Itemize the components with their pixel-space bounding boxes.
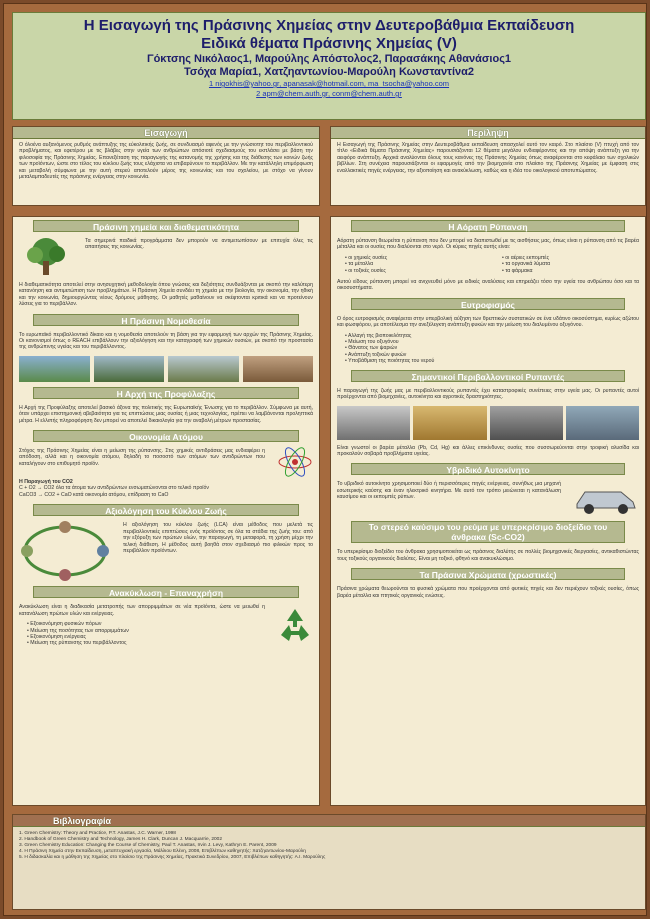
summary-panel [330, 126, 646, 206]
section-eutrophication-text: Ο όρος ευτροφισμός αναφέρεται στην υπερβολική αύξηση των θρεπτικών συστατικών σε ένα υδάτινο οικοσύστημα, κυρίως αζώτου και φωσφόρου, με αποτέλεσμα την ανεξέλεγκτη ανάπτυξη φυκών και την μείωση του διαλυμένου οξυγόνου. [337, 315, 639, 329]
authors-line-1: Γόκτσης Νικόλαος1, Μαρούλης Απόστολος2, Παρασάκης Αθανάσιος1 [146, 53, 512, 65]
section-hybrid-car-heading: Υβριδικό Αυτοκίνητο [351, 463, 625, 475]
intro-panel [12, 126, 320, 206]
section-pollutants-text2: Είναι γνωστοί οι βαρέα μέταλλα (Pb, Cd, Hg) και άλλες επικίνδυνες ουσίες που συσσωρεύονται στην τροφική αλυσίδα και προκαλούν σοβαρά προβλήματα υγείας. [337, 444, 639, 457]
atom-equation-1: C + O2 → CO2 όλα τα άτομα των αντιδρώντων ενσωματώνονται στο τελικό προϊόν [19, 485, 209, 492]
emails-line-2[interactable]: 2 apm@chem.auth.gr, conm@chem.auth.gr [256, 89, 402, 98]
photo-waste [566, 406, 639, 440]
title-box [12, 12, 646, 120]
bibliography-item: 4. Η Πράσινη Χημεία στην Εκπαίδευση, μεταπτυχιακή εργασία, Μάλλιου Ελένη, 2008, Επιβλέπων καθηγητής: Χατζηαντωνίου-Μαρούλη [19, 849, 306, 854]
atom-example-label: Η Παραγωγή του CO2 [19, 479, 73, 486]
section-legislation-text: Το ευρωπαϊκό περιβαλλοντικό δίκαιο και η νομοθεσία αποτελούν τη βάση για την εφαρμογή των αρχών της Πράσινης Χημείας. Οι κανονισμοί όπως ο REACH επιβάλλουν την αξιολόγηση και την καταγραφή των χημικών ουσιών, με σκοπό την προστασία της ανθρώπινης υγείας και του περιβάλλοντος. [19, 331, 313, 351]
photo-traffic [490, 406, 563, 440]
authors-line-2: Τσόχα Μαρία1, Χατζηαντωνίου-Μαρούλη Κωνσταντίνα2 [183, 66, 475, 78]
eutrophication-bullets [331, 332, 645, 367]
pollution-bullets-a [331, 254, 488, 276]
pollution-bullet: • τα οργανικά λύματα [502, 261, 639, 267]
poster-title: Η Εισαγωγή της Πράσινης Χημείας στην Δευτεροβάθμια Εκπαίδευση [83, 17, 575, 34]
section-pollutants-heading: Σημαντικοί Περιβαλλοντικοί Ρυπαντές [351, 370, 625, 382]
section-green-dyes-text: Πράσινα χρώματα θεωρούνται τα φυσικά χρώματα που προέρχονται από φυτικές πηγές και δεν περιέχουν τοξικές ουσίες, όπως βαρέα μέταλλα και πτητικές οργανικές ενώσεις. [337, 586, 639, 599]
eutrophication-bullet: • Υποβάθμιση της ποιότητας του νερού [345, 358, 639, 364]
section-precaution-heading: Η Αρχή της Προφύλαξης [33, 387, 299, 399]
pollution-bullets-b [488, 254, 645, 276]
photo-landscape-1 [19, 356, 90, 382]
section-lca-heading: Αξιολόγηση του Κύκλου Ζωής [33, 504, 299, 516]
atom-equation-2: CaCO3 → CO2 + CaO κατά οικονομία ατόμου, επίδραση το CaO [19, 491, 169, 498]
pollution-bullet: • οι αέριες εκπομπές [502, 255, 639, 261]
lifecycle-diagram [17, 521, 113, 581]
eutrophication-bullet: • Θάνατος των ψαριών [345, 345, 639, 351]
photo-factory [337, 406, 410, 440]
recycle-bullets [13, 620, 271, 649]
section-scco2-heading: Το στερεό καύσιμο του ρεύμα με υπερκρίσιμο διοξείδιο του άνθρακα (Sc-CO2) [351, 521, 625, 543]
intro-text: Ο όλοένα αυξανόμενος ρυθμός ανάπτυξης της εύκολιτικής ζωής, σε συνδυασμό αφενός με την γνώσιοτητ του περιβαλλοντικού προβλήματος, και εφετέρου με τις βλάβες στην υγεία των ανθρώπων απόσιοτέ σχεδιασμούς του εκπλάσει με βάση την φιλοσοφία της Πράσινης Χημείας. Επανεξέταση της παραγωγής της κατανομής της χρήσης και της διάθεσης των κοινών ζωής των προϊόντων, ώστε στο τέλος του κύκλου ζωής τους ελάχιστα να επιβαρύνουν το περιβάλλον. Με την κατάλληλη επιμόρφωση και μεταβολή σύμφωνα με την αυτή στερεύ αποτελούν μέρος της κοινωνίας και του σχολείου, με στόχο να γίνουν μεταλαμπαδευτές της πράσινης ενέργειας στην κοινωνία. [19, 142, 313, 181]
eutrophication-bullet: • Ανάπτυξη τοξικών φυκών [345, 352, 639, 358]
poster [3, 3, 647, 916]
section-pollutants-text: Η παραγωγή της ζωής μας με περιβαλλοντικούς ρυπαντές έχει καταστροφικές συνέπειες στην υγεία μας. Οι ρυπαντές αυτοί προέρχονται από βιομηχανίες, αυτοκίνητα και αγροτικές δραστηριότητες. [337, 387, 639, 401]
photo-landscape-2 [94, 356, 165, 382]
bibliography-item: 5. Η διδασκαλία και η μάθηση της Χημείας στο πλαίσιο της Πράσινης Χημείας, Πρακτικά Συνεδρίου, 2007, Επιβλέπων καθηγητής: Α.Ι. Μαρούλης [19, 855, 326, 860]
pollutant-photos [331, 404, 645, 442]
section-invisible-pollution-heading: Η Αόρατη Ρύπανση [351, 220, 625, 232]
summary-heading: Περίληψη [331, 127, 645, 139]
recycle-bullet: • Μείωση της ποσότητας των απορριμμάτων [27, 628, 265, 634]
section-recycle-text: Ανακύκλωση είναι η διαδικασία μετατροπής των απορριμμάτων σε νέα προϊόντα, ώστε να μειωθεί η κατανάλωση πρώτων υλών και ενέργειας. [19, 604, 265, 617]
section-invisible-pollution-text: Αόρατη ρύπανση θεωρείται η ρύπανση που δεν μπορεί να διαπιστωθεί με τις αισθήσεις μας, όπως είναι η ρύπανση από τις βαρέα μέταλλα και οι ουσίες που διαλύονται στο νερό. Οι κύριες πηγές αυτής είναι: [337, 238, 639, 251]
bibliography-panel [12, 814, 646, 910]
intro-heading: Εισαγωγή [13, 127, 319, 139]
pollution-bullet: • τα φάρμακα [502, 268, 639, 274]
pollution-bullet: • οι τοξικές ουσίες [345, 268, 482, 274]
bibliography-item: 2. Handbook of Green Chemistry and Technology, James H. Clark, Duncan J. Macquarrie, 2002 [19, 837, 222, 842]
pollution-bullet: • τα μέταλλα [345, 261, 482, 267]
eutrophication-bullet: • Αλλαγή της βιοποικιλότητας [345, 333, 639, 339]
summary-text: Η Εισαγωγή της Πράσινης Χημείας στην Δευτεροβάθμια εκπαίδευση απασχολεί αυτό τον καιρό. Στο πλαίσιο (V) πτυχή από τον τίτλο «Ειδικά θέματα Πράσινης Χημείας» παρουσιάζονται 12 θέματα μεγάλου ενδιαφέροντος και την απόψη ανάπτυξη για την αειφόρο ανάπτυξη. Αρχικά αναλύονται όλους τους κανόνες της Πράσινης Χημείας όπως αναφέρονται στο κεφάλαιο των σχολικών βιβλίων. Στη συνέχεια παρουσιάζονται οι εφαρμογές από την βιομηχανία στο πλαίσιο της Πράσινης Χημείας με έμφαση στις εναλλακτικές πηγές ενέργειας, την αξιοποίηση και ανακύκλωση, καθώς και η ιδέα του οικολογικού αποτυπώματος. [337, 142, 639, 174]
section-green-chem-text2: Η διαθεματικότητα αποτελεί στην ανησυχητική μεθοδολογία όπου γνώσεις και δεξιότητες συνδυάζονται με σκοπό την καλύτερη κατανόηση και αντιμετώπιση των προβλημάτων. Η Πράσινη Χημεία συνδέει τη χημεία με την βιολογία, την οικονομία, την ηθική και την κοινωνία, δημιουργώντας νέους δρόμους μάθησης. Οι μαθητές μαθαίνουν να σκέφτονται κριτικά και να προτείνουν λύσεις για το περιβάλλον. [19, 282, 313, 308]
section-precaution-text: Η Αρχή της Προφύλαξης αποτελεί βασικό άξονα της πολιτικής της Ευρωπαϊκής Ένωσης για το περιβάλλον. Σύμφωνα με αυτή, όταν υπάρχει επιστημονική αβεβαιότητα για τις επιπτώσεις μιας ουσίας ή μιας τεχνολογίας, πρέπει να λαμβάνονται προληπτικά μέτρα. Η ελλιπής πληροφόρηση δεν μπορεί να αποτελεί δικαιολογία για την αναβολή μέτρων προστασίας. [19, 404, 313, 424]
section-green-chem-heading: Πράσινη χημεία και διαθεματικότητα [33, 220, 299, 232]
bibliography-item: 1. Green Chemistry: Theory and Practice, P.T. Anastas, J.C. Warner, 1998 [19, 831, 176, 836]
section-hybrid-car-text: Το υβριδικό αυτοκίνητο χρησιμοποιεί δύο ή περισσότερες πηγές ενέργειας, συνήθως μια μηχανή εσωτερικής καύσης και έναν ηλεκτρικό κινητήρα. Με αυτό τον τρόπο μειώνεται η κατανάλωση καυσίμου και οι εκπομπές ρύπων. [337, 481, 561, 501]
car-icon [571, 480, 641, 516]
section-eutrophication-heading: Ευτροφισμός [351, 298, 625, 310]
eutrophication-bullet: • Μείωση του οξυγόνου [345, 339, 639, 345]
recycle-icon [275, 605, 315, 645]
section-atom-economy-text: Στόχος της Πράσινης Χημείας είναι η μείωση της ρύπανσης. Στις χημικές αντιδράσεις μας ενδιαφέρει η απόδοση, αλλά και η οικονομία ατόμου, δηλαδή το ποσοστό των ατόμων των αντιδρώντων που καταλήγουν στο επιθυμητό προϊόν. [19, 448, 265, 467]
section-scco2-text: Το υπερκρίσιμο διοξείδιο του άνθρακα χρησιμοποιείται ως πράσινος διαλύτης σε πολλές βιομηχανικές διεργασίες, αντικαθιστώντας τους τοξικούς οργανικούς διαλύτες. Είναι μη τοξικό, φθηνό και ανακυκλώσιμο. [337, 549, 639, 562]
photo-landscape-4 [243, 356, 314, 382]
bibliography-item: 3. Green Chemistry Education: Changing the Course of Chemistry, Paul T. Anastas, Irvin J. Levy, Kathryn E. Parent, 2009 [19, 843, 277, 848]
recycle-bullet: • Εξοικονόμηση φυσικών πόρων [27, 621, 265, 627]
section-lca-text: Η αξιολόγηση του κύκλου ζωής (LCA) είναι μέθοδος που μελετά τις περιβαλλοντικές επιπτώσεις ενός προϊόντος σε όλα τα στάδια της ζωής του: από την εξόρυξη των πρώτων υλών, την παραγωγή, τη μεταφορά, τη χρήση μέχρι την τελική διάθεση. Η μέθοδος αυτή βοηθά στον σχεδιασμό πιο φιλικών προς το περιβάλλον προϊόντων. [123, 522, 313, 554]
photo-smoke [413, 406, 486, 440]
tree-illustration [17, 237, 75, 277]
atom-icon [275, 447, 315, 477]
section-recycle-heading: Ανακύκλωση - Επαναχρήση [33, 586, 299, 598]
section-legislation-heading: Η Πράσινη Νομοθεσία [33, 314, 299, 326]
emails-line-1[interactable]: 1 nigokhis@yahoo.gr, apanasak@hotmail.com, ma_tsocha@yahoo.com [208, 79, 450, 88]
poster-subtitle: Ειδικά θέματα Πράσινης Χημείας (V) [201, 35, 457, 52]
left-column [12, 216, 320, 806]
right-column [330, 216, 646, 806]
legislation-photos [13, 354, 319, 384]
bibliography-heading: Βιβλιογραφία [13, 815, 645, 827]
recycle-bullet: • Εξοικονόμηση ενέργειας [27, 634, 265, 640]
section-atom-economy-heading: Οικονομία Ατόμου [33, 430, 299, 442]
photo-landscape-3 [168, 356, 239, 382]
section-green-chem-text1: Τα σημερινά παιδικά προγράμματα δεν μπορούν να αντιμετωπίσουν με επιτυχία όλες τις απαιτήσεις της κοινωνίας. [85, 238, 313, 251]
section-invisible-pollution-text2: Αυτού είδους ρύπανση μπορεί να ανιχνευθεί μόνο με ειδικές αναλύσεις και επηρεάζει τόσο την υγεία του ανθρώπου όσο και τα οικοσυστήματα. [337, 279, 639, 292]
pollution-bullet: • οι χημικές ουσίες [345, 255, 482, 261]
recycle-bullet: • Μείωση της ρύπανσης του περιβάλλοντος [27, 640, 265, 646]
section-green-dyes-heading: Τα Πράσινα Χρώματα (χρωστικές) [351, 568, 625, 580]
